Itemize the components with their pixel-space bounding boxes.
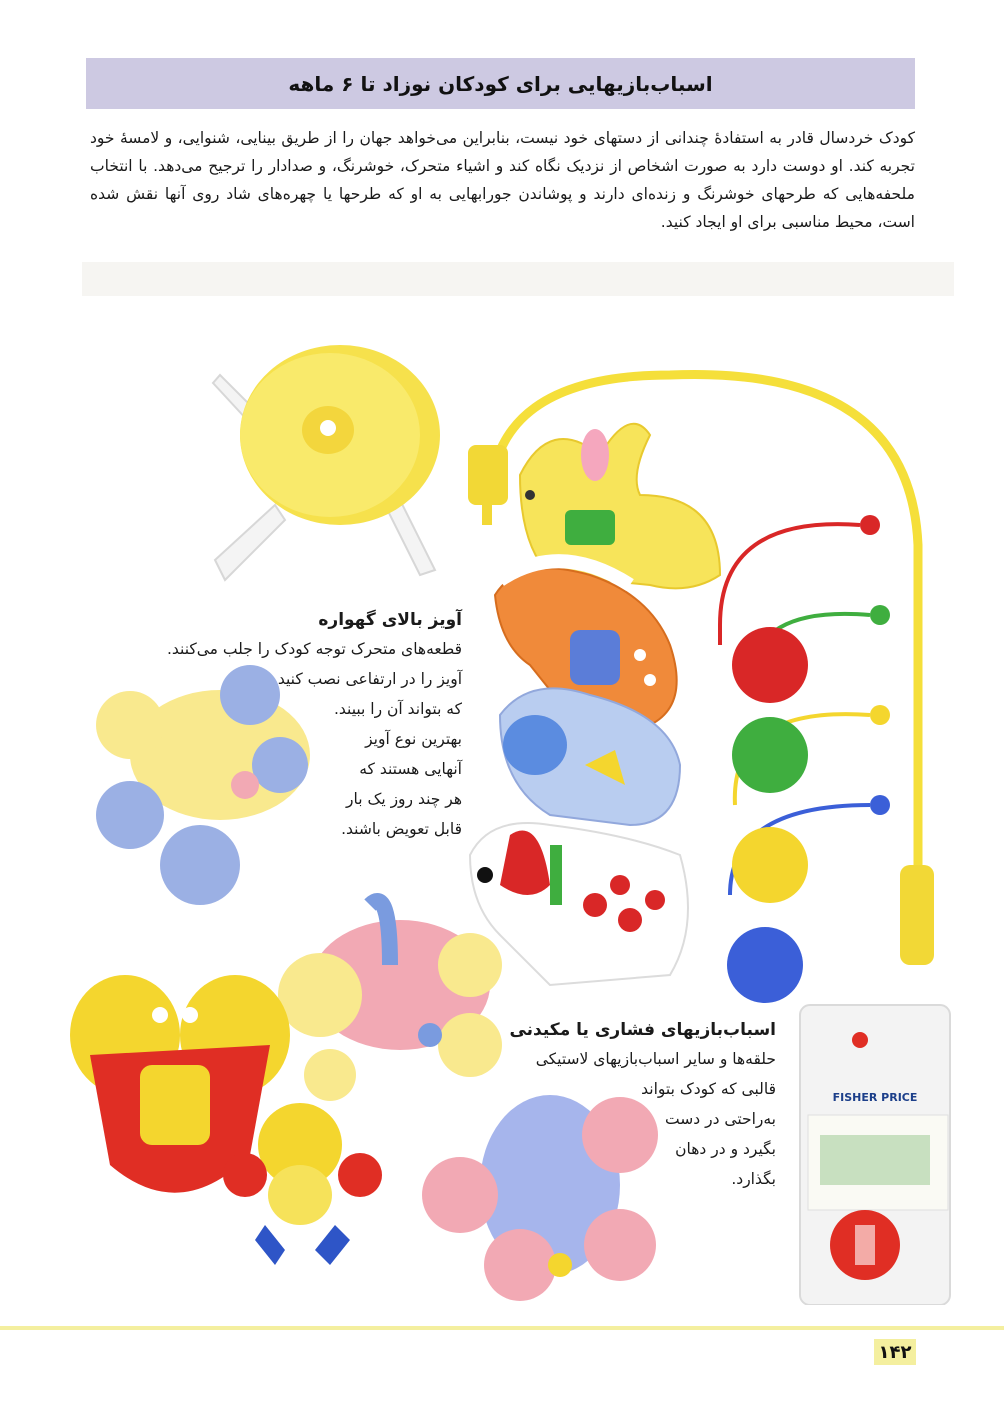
hanging-flowers [720,515,890,1003]
fisher-price-box [800,1005,950,1305]
mobile-heading: آویز بالای گهواره [318,610,462,630]
squeeze-line-2: قالبی که کودک بتواند [641,1080,776,1098]
mobile-line-2: آویز را در ارتفاعی نصب کنید [277,670,462,688]
mobile-line-6: هر چند روز یک بار [346,790,462,808]
intro-paragraph: کودک خردسال قادر به استفادهٔ چندانی از دستهای خود نیست، بنابراین می‌خواهد جهان را از طریق بینایی، شنوایی، و لامسهٔ خود تجربه کند. او دوست دارد به صورت اشخاص از نزدیک نگاه کند و اشیاء متحرک، خوشرنگ، و صدادار را ترجیح می‌دهد. با انتخاب ملحفه‌هایی که طرحهای خوشرنگ و زنده‌ای دارند و پوشاندن جورابهایی به او که طرحها یا چهره‌های شاد روی آنها نقش شده است، محیط مناسبی برای او ایجاد کنید. [90,129,915,231]
mobile-line-7: قابل تعویض باشند. [341,820,462,838]
pink-elephant-toy [278,901,502,1101]
page-number: ۱۴۲ [874,1339,916,1365]
mobile-caption [42,610,462,844]
footer-rule [0,1326,1004,1330]
squeeze-line-4: بگیرد و در دهان [675,1140,776,1158]
mobile-clamp [213,345,440,580]
mobile-line-3: که بتواند آن را ببیند. [333,700,462,718]
fisher-price-label: FISHER PRICE [832,1091,918,1104]
dog-toy [470,823,688,985]
intro-band [82,262,954,296]
page-title: اسباب‌بازیهایی برای کودکان نوزاد تا ۶ ماهه [288,71,713,96]
title-bar [86,58,915,109]
mobile-line-1: قطعه‌های متحرک توجه کودک را جلب می‌کنند. [166,640,462,658]
squeeze-line-5: بگذارد. [731,1170,776,1188]
mobile-line-5: آنهایی هستند که [359,760,462,778]
squeeze-line-1: حلقه‌ها و سایر اسباب‌بازیهای لاستیکی [535,1050,776,1068]
squeeze-heading: اسباب‌بازیهای فشاری یا مکیدنی [509,1020,776,1040]
mobile-line-4: بهترین نوع آویز [365,730,462,748]
squeeze-caption [476,1020,776,1194]
squeeze-line-3: به‌راحتی در دست [665,1110,776,1128]
